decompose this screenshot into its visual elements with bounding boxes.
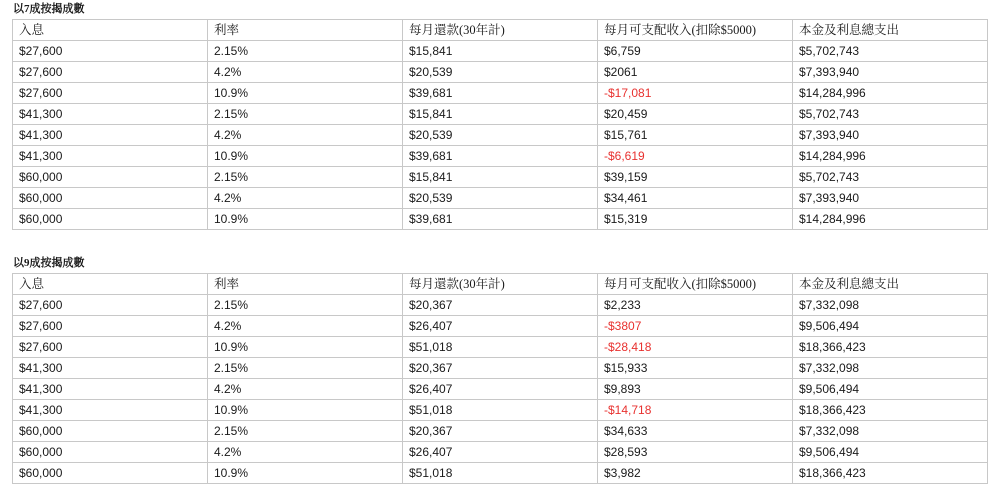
disposable-income-cell: $39,159 xyxy=(598,167,793,188)
income-cell: $27,600 xyxy=(13,41,208,62)
total-outlay-cell: $9,506,494 xyxy=(793,442,988,463)
interest-rate-cell: 10.9% xyxy=(208,400,403,421)
income-cell: $41,300 xyxy=(13,400,208,421)
disposable-income-cell: -$3807 xyxy=(598,316,793,337)
income-cell: $41,300 xyxy=(13,146,208,167)
disposable-income-cell: -$14,718 xyxy=(598,400,793,421)
income-cell: $60,000 xyxy=(13,167,208,188)
header-income: 入息 xyxy=(13,20,208,41)
income-cell: $60,000 xyxy=(13,463,208,484)
disposable-income-cell: $9,893 xyxy=(598,379,793,400)
table-row xyxy=(13,463,988,484)
disposable-income-cell: $2,233 xyxy=(598,295,793,316)
table-row xyxy=(13,188,988,209)
income-cell: $60,000 xyxy=(13,421,208,442)
total-outlay-cell: $14,284,996 xyxy=(793,83,988,104)
disposable-income-cell: $2061 xyxy=(598,62,793,83)
disposable-income-cell: $28,593 xyxy=(598,442,793,463)
income-cell: $27,600 xyxy=(13,83,208,104)
disposable-income-cell: $34,633 xyxy=(598,421,793,442)
interest-rate-cell: 4.2% xyxy=(208,188,403,209)
income-cell: $60,000 xyxy=(13,209,208,230)
monthly-repayment-cell: $20,367 xyxy=(403,295,598,316)
total-outlay-cell: $14,284,996 xyxy=(793,209,988,230)
interest-rate-cell: 10.9% xyxy=(208,463,403,484)
mortgage-table-90 xyxy=(12,273,988,484)
interest-rate-cell: 4.2% xyxy=(208,62,403,83)
interest-rate-cell: 10.9% xyxy=(208,83,403,104)
monthly-repayment-cell: $15,841 xyxy=(403,104,598,125)
monthly-repayment-cell: $15,841 xyxy=(403,167,598,188)
table-row xyxy=(13,295,988,316)
disposable-income-cell: $20,459 xyxy=(598,104,793,125)
header-income: 入息 xyxy=(13,274,208,295)
section-title: 以7成按揭成數 xyxy=(13,3,85,15)
total-outlay-cell: $14,284,996 xyxy=(793,146,988,167)
monthly-repayment-cell: $15,841 xyxy=(403,41,598,62)
income-cell: $60,000 xyxy=(13,188,208,209)
table-row xyxy=(13,62,988,83)
disposable-income-cell: -$6,619 xyxy=(598,146,793,167)
mortgage-table-70 xyxy=(12,19,988,230)
income-cell: $27,600 xyxy=(13,295,208,316)
header-row xyxy=(13,20,988,41)
monthly-repayment-cell: $51,018 xyxy=(403,400,598,421)
total-outlay-cell: $7,393,940 xyxy=(793,62,988,83)
table-row xyxy=(13,421,988,442)
table-row xyxy=(13,442,988,463)
header-monthly-repayment: 每月還款(30年計) xyxy=(403,274,598,295)
interest-rate-cell: 2.15% xyxy=(208,41,403,62)
header-disposable-income: 每月可支配收入(扣除$5000) xyxy=(598,20,793,41)
table-row xyxy=(13,83,988,104)
monthly-repayment-cell: $20,539 xyxy=(403,62,598,83)
income-cell: $41,300 xyxy=(13,104,208,125)
disposable-income-cell: -$17,081 xyxy=(598,83,793,104)
table-row xyxy=(13,41,988,62)
interest-rate-cell: 2.15% xyxy=(208,358,403,379)
disposable-income-cell: $34,461 xyxy=(598,188,793,209)
table-row xyxy=(13,104,988,125)
monthly-repayment-cell: $26,407 xyxy=(403,379,598,400)
header-row xyxy=(13,274,988,295)
total-outlay-cell: $7,332,098 xyxy=(793,358,988,379)
mortgage-table-90-section xyxy=(12,256,988,484)
interest-rate-cell: 2.15% xyxy=(208,295,403,316)
disposable-income-cell: $3,982 xyxy=(598,463,793,484)
monthly-repayment-cell: $51,018 xyxy=(403,337,598,358)
monthly-repayment-cell: $39,681 xyxy=(403,209,598,230)
total-outlay-cell: $5,702,743 xyxy=(793,104,988,125)
monthly-repayment-cell: $26,407 xyxy=(403,442,598,463)
monthly-repayment-cell: $20,539 xyxy=(403,125,598,146)
table-row xyxy=(13,146,988,167)
income-cell: $60,000 xyxy=(13,442,208,463)
interest-rate-cell: 2.15% xyxy=(208,167,403,188)
income-cell: $41,300 xyxy=(13,125,208,146)
monthly-repayment-cell: $20,367 xyxy=(403,358,598,379)
interest-rate-cell: 4.2% xyxy=(208,379,403,400)
table-row xyxy=(13,337,988,358)
interest-rate-cell: 4.2% xyxy=(208,316,403,337)
mortgage-table-70-section xyxy=(12,2,988,230)
monthly-repayment-cell: $26,407 xyxy=(403,316,598,337)
table-row xyxy=(13,125,988,146)
header-interest-rate: 利率 xyxy=(208,274,403,295)
total-outlay-cell: $18,366,423 xyxy=(793,463,988,484)
disposable-income-cell: -$28,418 xyxy=(598,337,793,358)
interest-rate-cell: 10.9% xyxy=(208,209,403,230)
monthly-repayment-cell: $20,539 xyxy=(403,188,598,209)
total-outlay-cell: $7,332,098 xyxy=(793,295,988,316)
interest-rate-cell: 10.9% xyxy=(208,146,403,167)
header-total-outlay: 本金及利息總支出 xyxy=(793,20,988,41)
disposable-income-cell: $15,319 xyxy=(598,209,793,230)
total-outlay-cell: $5,702,743 xyxy=(793,41,988,62)
table-row xyxy=(13,358,988,379)
total-outlay-cell: $5,702,743 xyxy=(793,167,988,188)
header-monthly-repayment: 每月還款(30年計) xyxy=(403,20,598,41)
income-cell: $41,300 xyxy=(13,358,208,379)
total-outlay-cell: $18,366,423 xyxy=(793,400,988,421)
total-outlay-cell: $9,506,494 xyxy=(793,379,988,400)
header-disposable-income: 每月可支配收入(扣除$5000) xyxy=(598,274,793,295)
income-cell: $41,300 xyxy=(13,379,208,400)
total-outlay-cell: $7,393,940 xyxy=(793,125,988,146)
income-cell: $27,600 xyxy=(13,316,208,337)
table-row xyxy=(13,400,988,421)
interest-rate-cell: 4.2% xyxy=(208,125,403,146)
interest-rate-cell: 2.15% xyxy=(208,421,403,442)
monthly-repayment-cell: $39,681 xyxy=(403,146,598,167)
disposable-income-cell: $15,761 xyxy=(598,125,793,146)
header-total-outlay: 本金及利息總支出 xyxy=(793,274,988,295)
monthly-repayment-cell: $51,018 xyxy=(403,463,598,484)
total-outlay-cell: $18,366,423 xyxy=(793,337,988,358)
interest-rate-cell: 4.2% xyxy=(208,442,403,463)
section-title: 以9成按揭成數 xyxy=(13,257,85,269)
table-row xyxy=(13,167,988,188)
disposable-income-cell: $6,759 xyxy=(598,41,793,62)
monthly-repayment-cell: $39,681 xyxy=(403,83,598,104)
income-cell: $27,600 xyxy=(13,62,208,83)
table-row xyxy=(13,316,988,337)
interest-rate-cell: 2.15% xyxy=(208,104,403,125)
monthly-repayment-cell: $20,367 xyxy=(403,421,598,442)
table-row xyxy=(13,209,988,230)
income-cell: $27,600 xyxy=(13,337,208,358)
interest-rate-cell: 10.9% xyxy=(208,337,403,358)
total-outlay-cell: $7,393,940 xyxy=(793,188,988,209)
disposable-income-cell: $15,933 xyxy=(598,358,793,379)
table-row xyxy=(13,379,988,400)
total-outlay-cell: $7,332,098 xyxy=(793,421,988,442)
total-outlay-cell: $9,506,494 xyxy=(793,316,988,337)
header-interest-rate: 利率 xyxy=(208,20,403,41)
